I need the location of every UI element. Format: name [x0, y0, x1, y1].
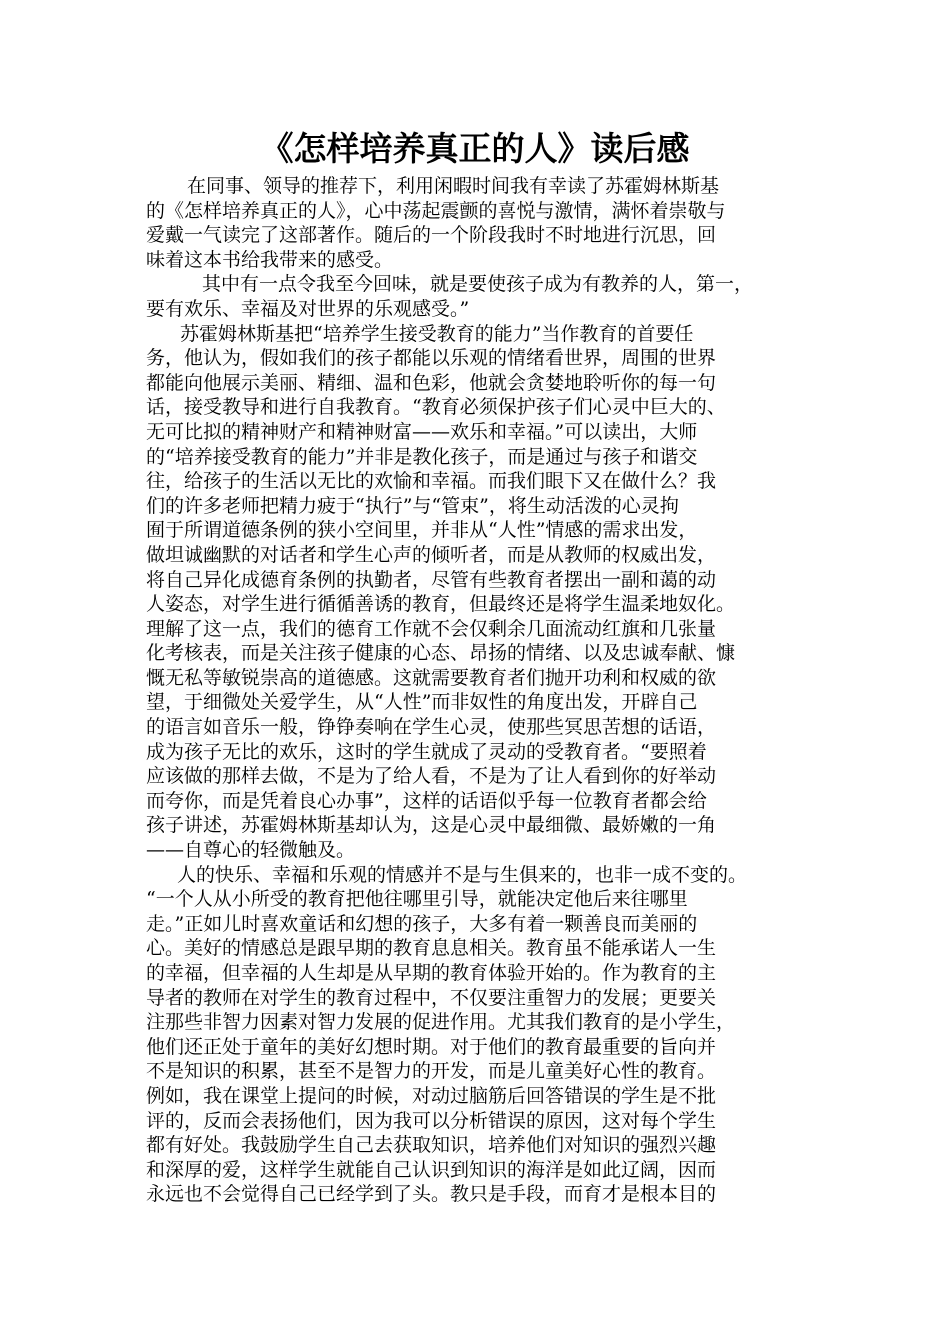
paragraph-line: ——自尊心的轻微触及。	[146, 839, 356, 862]
paragraph-line: 人姿态，对学生进行循循善诱的教育，但最终还是将学生温柔地奴化。	[146, 593, 736, 616]
paragraph-line: 其中有一点令我至今回味，就是要使孩子成为有教养的人，第一，	[202, 273, 754, 296]
paragraph-line: 不是知识的积累，甚至不是智力的开发，而是儿童美好心性的教育。	[146, 1060, 717, 1083]
paragraph-line: 心。美好的情感总是跟早期的教育息息相关。教育虽不能承诺人一生	[146, 937, 717, 960]
paragraph-line: 慨无私等敏锐崇高的道德感。这就需要教育者们抛开功利和权威的欲	[146, 666, 717, 689]
paragraph-line: 务，他认为，假如我们的孩子都能以乐观的情绪看世界，周围的世界	[146, 347, 717, 370]
paragraph-line: 在同事、领导的推荐下，利用闲暇时间我有幸读了苏霍姆林斯基	[187, 175, 720, 197]
paragraph-line: 望，于细微处关爱学生，从“人性”而非奴性的角度出发，开辟自己	[146, 691, 698, 714]
paragraph-line: 人的快乐、幸福和乐观的情感并不是与生俱来的，也非一成不变的。	[177, 863, 748, 886]
paragraph-line: 应该做的那样去做，不是为了给人看，不是为了让人看到你的好举动	[146, 765, 717, 788]
paragraph-line: 的语言如音乐一般，铮铮奏响在学生心灵，使那些冥思苦想的话语，	[146, 716, 717, 739]
paragraph-4	[146, 863, 812, 1207]
paragraph-line: “一个人从小所受的教育把他往哪里引导，就能决定他后来往哪里	[146, 888, 688, 911]
paragraph-line: 的“培养接受教育的能力”并非是教化孩子，而是通过与孩子和谐交	[146, 445, 698, 468]
paragraph-line: 和深厚的爱，这样学生就能自己认识到知识的海洋是如此辽阔，因而	[146, 1158, 717, 1181]
paragraph-line: 孩子讲述，苏霍姆林斯基却认为，这是心灵中最细微、最娇嫩的一角	[146, 814, 717, 837]
paragraph-line: 永远也不会觉得自己已经学到了头。教只是手段，而育才是根本目的	[146, 1183, 717, 1206]
paragraph-line: 的《怎样培养真正的人》，心中荡起震颤的喜悦与激情，满怀着崇敬与	[146, 199, 726, 222]
paragraph-line: 都能向他展示美丽、精细、温和色彩，他就会贪婪地聆听你的每一句	[146, 371, 717, 394]
paragraph-line: 走。”正如儿时喜欢童话和幻想的孩子，大多有着一颗善良而美丽的	[146, 912, 698, 935]
paragraph-line: 将自己异化成德育条例的执勤者，尽管有些教育者摆出一副和蔼的动	[146, 568, 717, 591]
paragraph-line: 苏霍姆林斯基把“培养学生接受教育的能力”当作教育的首要任	[180, 322, 694, 345]
paragraph-2	[146, 272, 812, 321]
paragraph-line: 注那些非智力因素对智力发展的促进作用。尤其我们教育的是小学生，	[146, 1011, 736, 1034]
paragraph-line: 要有欢乐、幸福及对世界的乐观感受。”	[146, 297, 470, 320]
paragraph-line: 囿于所谓道德条例的狭小空间里，并非从“人性”情感的需求出发，	[146, 519, 698, 542]
paragraph-line: 化考核表，而是关注孩子健康的心态、昂扬的情绪、以及忠诚奉献、慷	[146, 642, 736, 665]
document-title: 《怎样培养真正的人》读后感	[260, 129, 690, 168]
paragraph-3	[146, 322, 812, 863]
paragraph-line: 爱戴一气读完了这部著作。随后的一个阶段我时不时地进行沉思，回	[146, 224, 717, 247]
paragraph-line: 的幸福，但幸福的人生却是从早期的教育体验开始的。作为教育的主	[146, 962, 717, 984]
paragraph-line: 无可比拟的精神财产和精神财富——欢乐和幸福。”可以读出，大师	[146, 420, 698, 443]
paragraph-line: 们的许多老师把精力疲于“执行”与“管束”，将生动活泼的心灵拘	[146, 494, 679, 517]
paragraph-line: 例如，我在课堂上提问的时候，对动过脑筋后回答错误的学生是不批	[146, 1084, 717, 1107]
paragraph-line: 往，给孩子的生活以无比的欢愉和幸福。而我们眼下又在做什么？我	[146, 470, 717, 493]
paragraph-line: 理解了这一点，我们的德育工作就不会仅剩余几面流动红旗和几张量	[146, 617, 717, 640]
paragraph-line: 评的，反而会表扬他们，因为我可以分析错误的原因，这对每个学生	[146, 1109, 717, 1132]
paragraph-line: 导者的教师在对学生的教育过程中，不仅要注重智力的发展；更要关	[146, 986, 717, 1009]
paragraph-line: 而夸你，而是凭着良心办事”，这样的话语似乎每一位教育者都会给	[146, 789, 707, 812]
paragraph-line: 做坦诚幽默的对话者和学生心声的倾听者，而是从教师的权威出发，	[146, 543, 717, 566]
paragraph-line: 成为孩子无比的欢乐，这时的学生就成了灵动的受教育者。“要照着	[146, 740, 707, 763]
paragraph-line: 都有好处。我鼓励学生自己去获取知识，培养他们对知识的强烈兴趣	[146, 1134, 717, 1157]
paragraph-line: 他们还正处于童年的美好幻想时期。对于他们的教育最重要的旨向并	[146, 1035, 717, 1058]
paragraph-line: 味着这本书给我带来的感受。	[146, 248, 394, 271]
paragraph-line: 话，接受教导和进行自我教育。“教育必须保护孩子们心灵中巨大的、	[146, 396, 726, 419]
paragraph-1	[146, 174, 812, 272]
document-body	[146, 174, 812, 1207]
